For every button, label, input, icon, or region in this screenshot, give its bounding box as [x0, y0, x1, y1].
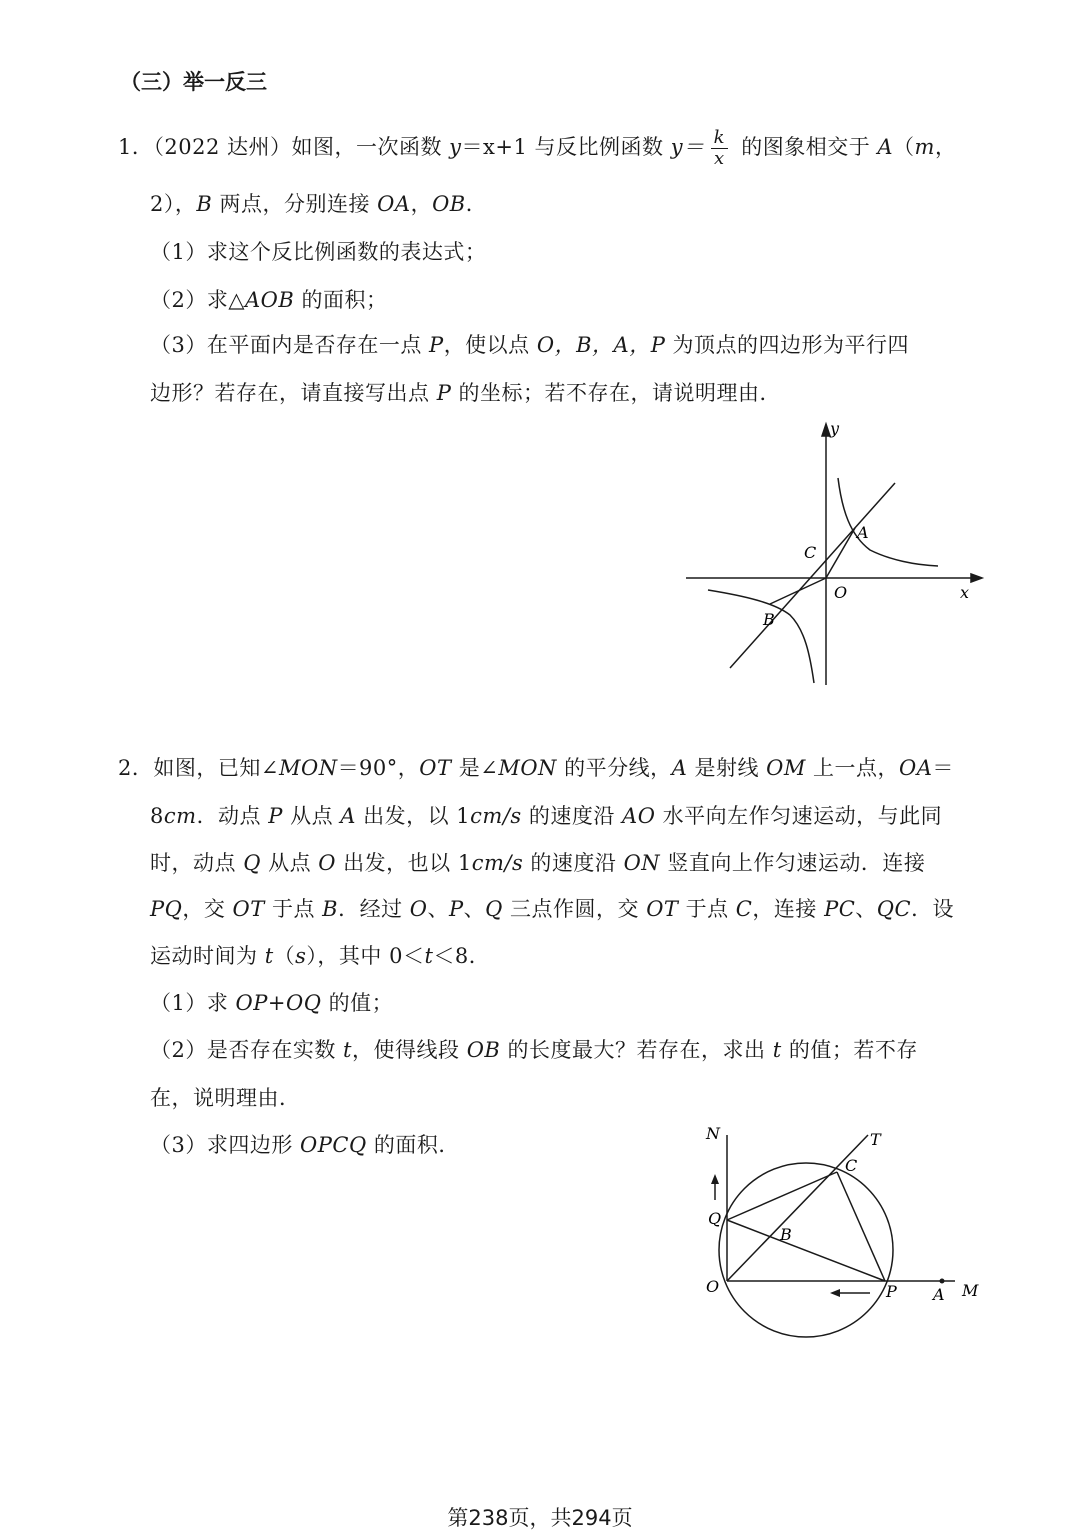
problem1-question3a: （3）在平面内是否存在一点 P，使以点 O，B，A，P 为顶点的四边形为平行四	[150, 333, 910, 357]
label-M: M	[962, 1281, 979, 1300]
hyperbola-branch-third-quadrant	[708, 590, 814, 683]
problem2-question1: （1）求 OP+OQ 的值；	[150, 991, 394, 1015]
line-y-equals-x-plus-1	[730, 483, 895, 668]
figure1-hyperbola-graph	[680, 415, 990, 695]
label-B: B	[780, 1225, 792, 1244]
problem1-line2: 2），B 两点，分别连接 OA，OB．	[150, 192, 488, 216]
problem1-question1: （1）求这个反比例函数的表达式；	[150, 240, 487, 264]
x-axis-arrow	[971, 574, 982, 582]
problem1-line1: 1．（2022 达州）如图，一次函数 y＝x+1 与反比例函数 y＝ $\frac{k}{x}$ 的图象相交于 A（m，	[118, 127, 957, 169]
problem2-question2a: （2）是否存在实数 t，使得线段 OB 的长度最大？若存在，求出 t 的值；若不存	[150, 1038, 918, 1062]
problem2-line5: 运动时间为 t（s），其中 0＜t＜8．	[150, 944, 491, 968]
arrow-left-icon	[830, 1289, 840, 1297]
label-Q: Q	[708, 1209, 722, 1228]
label-T: T	[870, 1130, 881, 1149]
label-O: O	[706, 1277, 720, 1296]
segment-OA	[826, 528, 855, 578]
problem2-question2b: 在，说明理由．	[150, 1086, 301, 1110]
segment-QC	[727, 1172, 837, 1220]
y-axis-arrow	[822, 424, 830, 436]
problem1-question3b: 边形？若存在，请直接写出点 P 的坐标；若不存在，请说明理由．	[150, 381, 782, 405]
page-footer: 第238页，共294页	[447, 1506, 633, 1530]
label-B: B	[763, 610, 775, 629]
problem2-line4: PQ，交 OT 于点 B．经过 O、P、Q 三点作圆，交 OT 于点 C，连接 PC、QC．设	[150, 897, 955, 921]
label-A: A	[857, 523, 869, 542]
label-C: C	[845, 1156, 858, 1175]
label-C: C	[804, 543, 817, 562]
segment-OB	[770, 578, 826, 604]
section-title: （三）举一反三	[120, 70, 267, 94]
label-N: N	[706, 1124, 720, 1143]
segment-PQ	[727, 1220, 885, 1281]
problem2-question3: （3）求四边形 OPCQ 的面积．	[150, 1133, 460, 1157]
fraction-k-over-x: $\frac{k}{x}$	[711, 128, 728, 169]
figure2-circle-geometry	[690, 1115, 990, 1350]
problem2-line1: 2．如图，已知∠MON＝90°，OT 是∠MON 的平分线，A 是射线 OM 上一点，OA＝	[118, 756, 954, 780]
problem1-question2: （2）求△AOB 的面积；	[150, 288, 388, 312]
label-A: A	[933, 1285, 945, 1304]
problem2-line2: 8cm．动点 P 从点 A 出发，以 1cm/s 的速度沿 AO 水平向左作匀速运动，与此同	[150, 804, 943, 828]
point-A-dot	[940, 1279, 945, 1284]
label-y: y	[830, 419, 840, 438]
label-O: O	[834, 583, 848, 602]
label-x: x	[960, 583, 970, 602]
label-P: P	[886, 1282, 897, 1301]
problem2-line3: 时，动点 Q 从点 O 出发，也以 1cm/s 的速度沿 ON 竖直向上作匀速运动．连接	[150, 851, 926, 875]
arrow-up-icon	[711, 1174, 719, 1184]
